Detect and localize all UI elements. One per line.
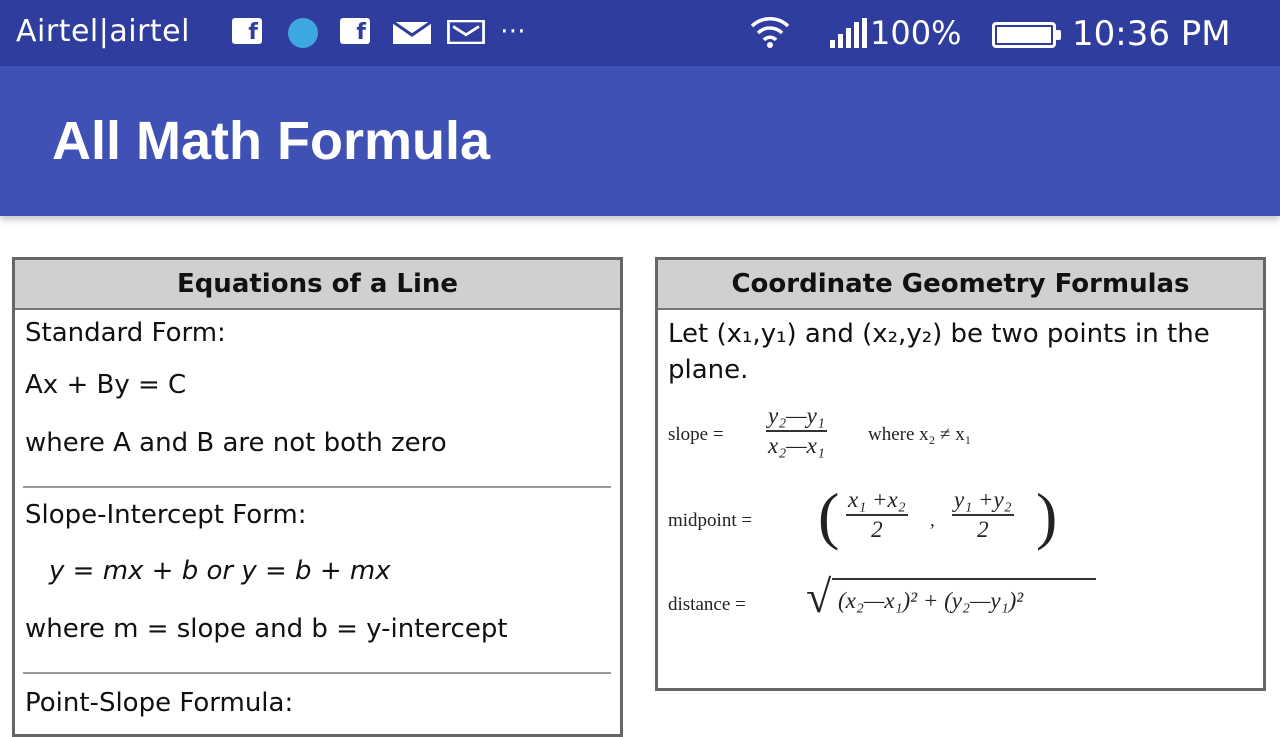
numerator: y₁ +y₂ — [952, 486, 1014, 516]
numerator: x₁ +x₂ — [846, 486, 908, 516]
formula-label: slope = — [668, 424, 724, 445]
app-bar — [0, 66, 1280, 216]
mail-icon — [392, 21, 432, 45]
comma: , — [930, 510, 935, 531]
formula-label: midpoint = — [668, 510, 753, 531]
x-fraction — [846, 486, 908, 544]
section-heading: Slope-Intercept Form: — [25, 500, 307, 530]
distance-formula — [668, 570, 1248, 640]
radicand: (x₂—x₁)² + (y₂—y₁)² — [838, 588, 1024, 613]
left-paren: ( — [818, 480, 840, 551]
status-bar — [0, 0, 1280, 66]
clock: 10:36 PM — [1072, 14, 1231, 54]
battery-percent: 100% — [870, 14, 962, 52]
equations-of-a-line-card[interactable] — [12, 257, 623, 737]
slope-condition: where x₂ ≠ x₁ — [868, 424, 972, 445]
coordinate-geometry-card[interactable] — [655, 257, 1266, 691]
intro-text: Let (x₁,y₁) and (x₂,y₂) be two points in the plane. — [668, 319, 1210, 385]
standard-form-section — [15, 310, 620, 472]
formula-label: distance = — [668, 594, 746, 615]
section-heading: Standard Form: — [25, 318, 226, 348]
card-title: Equations of a Line — [15, 260, 620, 310]
section-heading: Point-Slope Formula: — [25, 688, 294, 718]
denominator: x₂—x₁ — [768, 433, 825, 458]
equation: Ax + By = C — [25, 370, 187, 400]
slope-intercept-section — [15, 488, 620, 658]
note: where A and B are not both zero — [25, 428, 447, 458]
numerator: y₂—y₁ — [766, 402, 827, 432]
slope-fraction — [766, 402, 827, 460]
note: where m = slope and b = y-intercept — [25, 614, 508, 644]
equation: y = mx + b or y = b + mx — [49, 556, 391, 586]
facebook-icon: f — [232, 18, 262, 44]
messenger-icon — [288, 18, 318, 48]
sqrt-icon: √ — [806, 571, 832, 622]
denominator: 2 — [977, 517, 989, 542]
more-notifications-icon: ⋯ — [500, 16, 528, 46]
right-paren: ) — [1036, 480, 1058, 551]
app-title: All Math Formula — [52, 111, 491, 171]
carrier-label: Airtel|airtel — [16, 14, 190, 49]
signal-icon — [830, 18, 868, 48]
point-slope-section — [15, 674, 620, 732]
battery-icon — [992, 22, 1056, 48]
inbox-icon — [446, 20, 486, 44]
slope-formula — [668, 402, 1248, 472]
sqrt-bar — [832, 578, 1096, 580]
wifi-icon — [750, 14, 790, 48]
midpoint-formula — [668, 480, 1248, 556]
y-fraction — [952, 486, 1014, 544]
card-title: Coordinate Geometry Formulas — [658, 260, 1263, 310]
denominator: 2 — [871, 517, 883, 542]
facebook-icon: f — [340, 18, 370, 44]
